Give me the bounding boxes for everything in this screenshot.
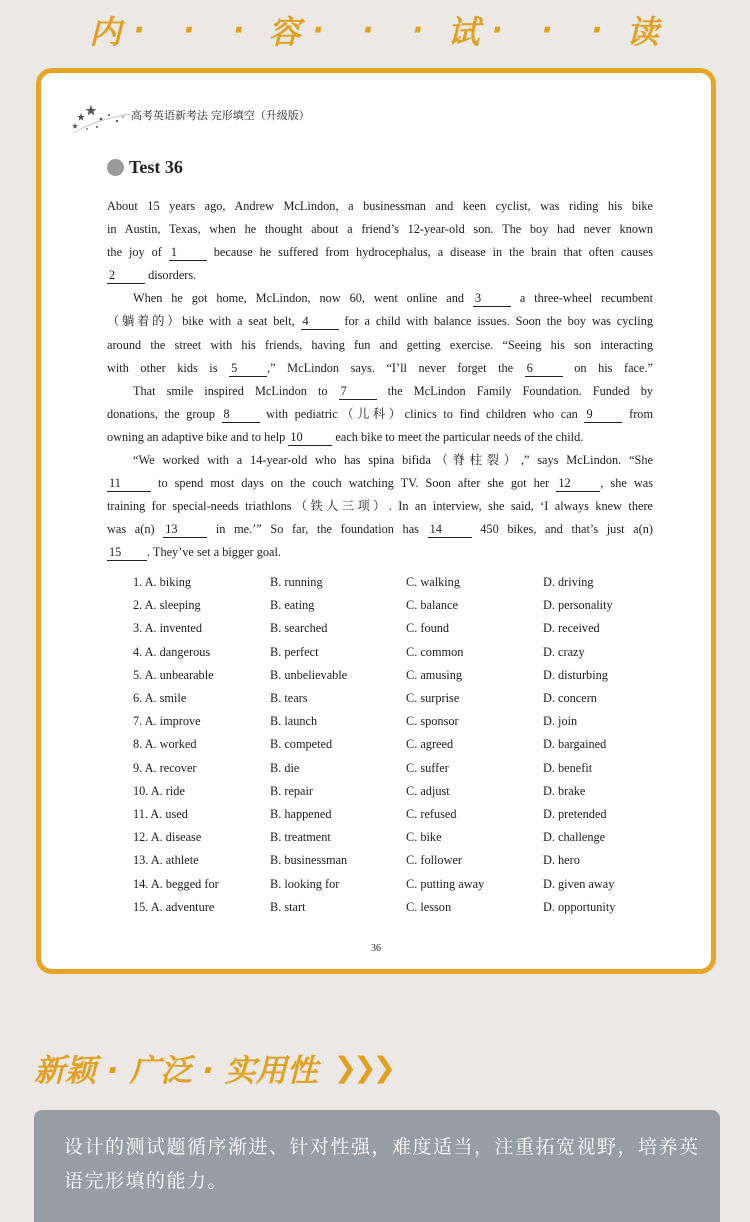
option-choice: 13. A. athlete [133,853,199,868]
option-choice: C. found [406,621,450,636]
option-choice: D. opportunity [543,899,616,914]
passage-text: with pediatric（儿科）clinics to find children who can [259,406,585,421]
option-choice: D. disturbing [543,667,608,682]
answer-blank: 2 [107,267,145,284]
option-choice: B. tears [270,691,308,706]
book-header-text: 高考英语新考法 完形填空（升级版） [131,110,310,122]
description-text: 设计的测试题循序渐进、针对性强，难度适当，注重拓宽视野，培养英语完形填的能力。 [64,1136,700,1192]
passage-text: from [622,406,654,421]
option-row [133,687,653,710]
option-choice: B. searched [270,621,328,636]
option-choice: D. challenge [543,830,606,845]
option-choice: C. suffer [406,760,449,775]
passage-text: . They’ve set a bigger goal. [147,545,281,560]
passage-text: to spend most days on the couch watching TV. Soon after she got her [151,476,557,491]
section-title-text: 新颖 · 广泛 · 实用性 [34,1052,318,1089]
answer-blank: 15 [107,544,147,561]
passage-text: （躺着的）bike with a seat belt, [107,314,301,329]
option-choice: D. join [543,714,578,729]
answer-blank: 7 [339,383,377,400]
option-choice: C. amusing [406,667,463,682]
option-choice: B. treatment [270,830,331,845]
option-choice: C. agreed [406,737,454,752]
option-choice: 7. A. improve [133,714,201,729]
option-choice: D. brake [543,783,586,798]
passage-text: training for special-needs triathlons（铁人三项）. In an interview, she said, ‘I always knew there [107,499,653,514]
option-choice: 8. A. worked [133,737,197,752]
option-choice: B. perfect [270,644,319,659]
passage-text: each bike to meet the particular needs of the child. [332,429,584,444]
option-choice: 6. A. smile [133,691,187,706]
option-row [133,733,653,756]
option-choice: C. walking [406,575,460,590]
option-row [133,594,653,617]
answer-blank: 14 [428,521,472,538]
passage-line [107,380,653,403]
option-choice: C. balance [406,598,458,613]
option-choice: C. common [406,644,464,659]
passage-text: , she was [600,476,653,491]
title-bullet-icon [107,159,124,176]
passage-text: a three-wheel recumbent [510,291,654,306]
option-row [133,571,653,594]
option-choice: 11. A. used [133,806,188,821]
answer-blank: 5 [229,360,267,377]
passage-line [107,357,653,380]
passage-text: in me.’” So far, the foundation has [207,522,428,537]
title-char: 试 [447,13,482,51]
option-choice: 12. A. disease [133,830,202,845]
option-choice: D. received [543,621,600,636]
option-choice: 4. A. dangerous [133,644,211,659]
answer-blank: 6 [525,360,563,377]
top-title [0,8,750,52]
option-choice: D. concern [543,691,597,706]
test-title-text: Test 36 [129,157,183,177]
option-choice: C. adjust [406,783,450,798]
description-box [34,1110,720,1222]
passage-line [107,449,653,472]
option-choice: B. launch [270,714,318,729]
option-choice: B. eating [270,598,315,613]
option-choice: C. putting away [406,876,485,891]
option-choice: B. start [270,899,306,914]
title-char: 内 [89,13,124,51]
option-choice: B. repair [270,783,314,798]
options-list [133,571,653,919]
option-choice: C. bike [406,830,442,845]
option-choice: C. lesson [406,899,452,914]
option-choice: 5. A. unbearable [133,667,214,682]
passage-text: around the street with his friends, having fun and getting exercise. “Seeing his son interacting [107,337,653,352]
passage-text: About 15 years ago, Andrew McLindon, a businessman and keen cyclist, was riding his bike [107,199,653,213]
option-choice: B. happened [270,806,332,821]
passage-text: with other kids is [107,360,230,375]
answer-blank: 12 [556,475,600,492]
option-choice: D. crazy [543,644,585,659]
chevrons-icon: ❯❯❯ [333,1050,393,1084]
option-choice: D. hero [543,853,580,868]
passage-line [107,334,653,357]
option-choice: D. bargained [543,737,607,752]
passage-text: was a(n) [107,522,164,537]
passage-text: in Austin, Texas, when he thought about a friend’s 12-year-old son. The boy had never known [107,222,653,237]
book-header [71,99,331,139]
answer-blank: 13 [163,521,207,538]
option-row [133,664,653,687]
passage-line [107,426,653,449]
passage-line [107,495,653,518]
title-dots: · · · [312,12,438,48]
passage-text: the joy of [107,245,169,260]
passage-line [107,403,653,426]
option-choice: D. given away [543,876,615,891]
option-choice: B. unbelievable [270,667,348,682]
passage-line [107,518,653,541]
answer-blank: 8 [222,406,260,423]
passage-text: 450 bikes, and that’s just a(n) [471,522,653,537]
passage-line [107,241,653,264]
passage-text: owning an adaptive bike and to help [107,429,289,444]
option-choice: B. businessman [270,853,348,868]
passage-line [107,195,653,218]
title-dots: · · · [491,12,617,48]
option-row [133,757,653,780]
option-choice: B. looking for [270,876,340,891]
option-choice: D. driving [543,575,594,590]
page-number: 36 [371,943,381,954]
answer-blank: 1 [169,244,207,261]
option-choice: D. personality [543,598,613,613]
option-choice: 1. A. biking [133,575,192,590]
title-char: 读 [626,13,661,51]
option-choice: 9. A. recover [133,760,197,775]
option-row [133,780,653,803]
option-choice: C. surprise [406,691,460,706]
section-title [34,1046,392,1088]
title-dots: · · · [133,12,259,48]
option-choice: 15. A. adventure [133,899,215,914]
answer-blank: 4 [301,313,339,330]
option-choice: 3. A. invented [133,621,202,636]
option-row [133,872,653,895]
page-preview-frame [36,68,716,974]
passage-text: for a child with balance issues. Soon the boy was cycling [338,314,653,329]
passage-text: disorders. [145,268,197,283]
passage-text: That smile inspired McLindon to [133,383,339,398]
passage-text: on his face.” [562,360,653,375]
passage-text: When he got home, McLindon, now 60, went online and [133,291,473,306]
passage-text: because he suffered from hydrocephalus, a disease in the brain that often causes [206,245,654,260]
passage-line [107,218,653,241]
option-choice: 2. A. sleeping [133,598,201,613]
option-row [133,617,653,640]
option-choice: D. benefit [543,760,593,775]
option-choice: 10. A. ride [133,783,185,798]
option-choice: B. running [270,575,323,590]
option-row [133,896,653,919]
option-row [133,641,653,664]
passage-text: ,” McLindon says. “I’ll never forget the [267,360,525,375]
option-choice: D. pretended [543,806,607,821]
passage-line [107,287,653,310]
option-row [133,849,653,872]
option-choice: C. follower [406,853,463,868]
test-title [107,157,183,178]
option-row [133,826,653,849]
option-choice: 14. A. begged for [133,876,219,891]
answer-blank: 3 [473,290,511,307]
passage-line [107,472,653,495]
answer-blank: 9 [584,406,622,423]
passage [107,195,653,565]
passage-text: the McLindon Family Foundation. Funded by [376,383,653,398]
option-row [133,803,653,826]
passage-line [107,310,653,333]
passage-line [107,541,653,564]
answer-blank: 11 [107,475,151,492]
passage-line [107,264,653,287]
passage-text: “We worked with a 14-year-old who has spina bifida（脊柱裂）,” says McLindon. “She [133,453,653,468]
passage-text: donations, the group [107,406,222,421]
answer-blank: 10 [288,429,332,446]
option-choice: B. competed [270,737,333,752]
option-choice: C. refused [406,806,457,821]
option-row [133,710,653,733]
title-char: 容 [268,13,303,51]
option-choice: C. sponsor [406,714,459,729]
option-choice: B. die [270,760,300,775]
